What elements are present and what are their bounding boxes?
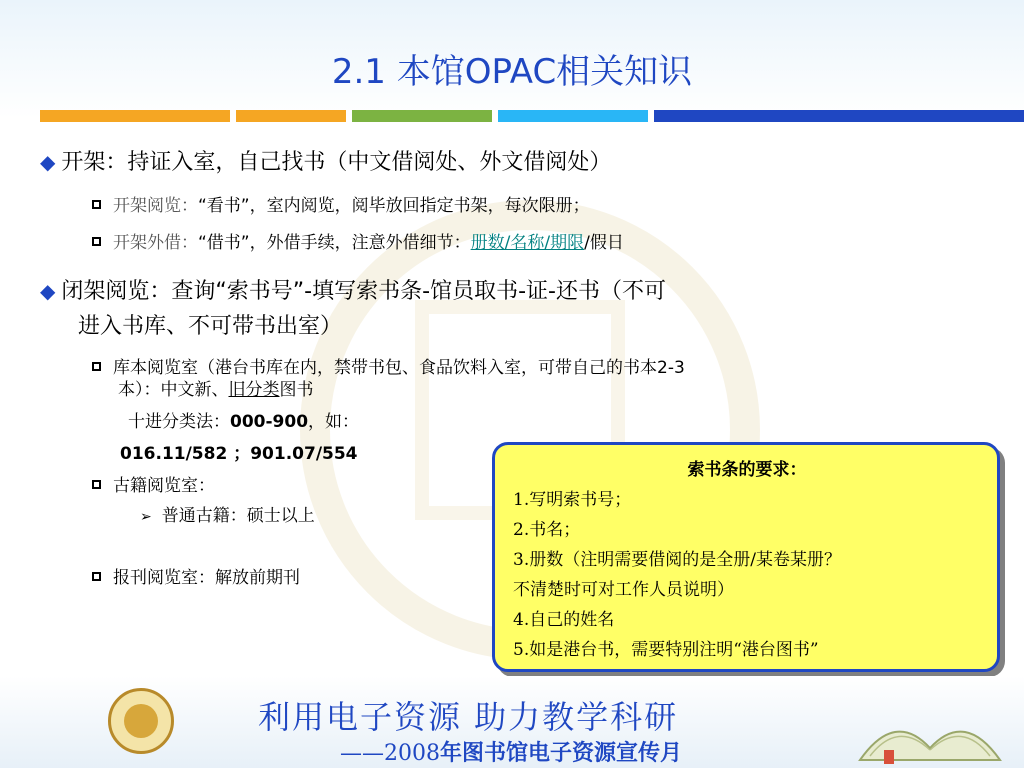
borrow-detail-link[interactable]: 册数/名称/期限: [470, 233, 585, 253]
sub-open-borrow: [92, 231, 624, 255]
sub-open-reading: [92, 194, 590, 218]
open-borrow-tail: /假日: [584, 233, 624, 253]
footer-year: ——2008: [340, 741, 440, 766]
closed-stack-line2: 进入书库、不可带书出室）: [78, 314, 343, 339]
open-reading-label: 开架阅览：: [113, 196, 198, 216]
footer-campaign-text: 年图书馆电子资源宣传月: [440, 741, 683, 766]
color-bar-3: [352, 110, 492, 122]
old-classification-link[interactable]: 旧分类: [228, 380, 280, 400]
stack-room-line2b: 图书: [279, 380, 314, 400]
bullet-closed-stack: [40, 274, 666, 309]
bullet-open-shelf: [40, 145, 611, 180]
call-slip-requirements-callout: [492, 442, 1000, 672]
color-bar-2: [236, 110, 346, 122]
callout-line: 5.如是港台书，需要特别注明“港台图书”: [513, 640, 819, 660]
arrow-bullet-icon: ➢: [140, 509, 152, 525]
color-bar-5: [654, 110, 1024, 122]
open-book-icon: [850, 690, 1010, 768]
call-number-examples: 016.11/582 ；901.07/554: [120, 444, 358, 464]
open-reading-text: “看书”，室内阅览，阅毕放回指定书架，每次限册；: [198, 196, 590, 216]
square-bullet-icon: [92, 200, 101, 209]
slide-title: 2.1 本馆OPAC相关知识: [331, 52, 693, 92]
stack-room-line2: [118, 378, 314, 402]
square-bullet-icon: [92, 237, 101, 246]
color-bar-1: [40, 110, 230, 122]
sub-ancient-general: [140, 504, 315, 529]
callout-heading: 索书条的要求：: [687, 460, 807, 480]
decimal-label: 十进分类法：: [128, 412, 230, 432]
open-borrow-text: “借书”，外借手续，注意外借细节：: [198, 233, 471, 253]
library-logo-emblem: [124, 704, 158, 738]
diamond-bullet-icon: ◆: [40, 279, 56, 303]
stack-room-line2a: 本）：中文新、: [118, 380, 229, 400]
sub-stack-room: [92, 356, 685, 380]
callout-line: 4.自己的姓名: [513, 610, 615, 630]
diamond-bullet-icon: ◆: [40, 150, 56, 174]
closed-stack-line1: 闭架阅览：查询“索书号”-填写索书条-馆员取书-证-还书（不可: [61, 279, 666, 304]
stack-room-line1: 库本阅览室（港台书库在内，禁带书包、食品饮料入室，可带自己的书本2-3: [113, 358, 685, 378]
callout-line: 不清楚时可对工作人员说明）: [513, 580, 734, 600]
open-shelf-text: 开架：持证入室，自己找书（中文借阅处、外文借阅处）: [61, 150, 612, 175]
open-borrow-label: 开架外借：: [113, 233, 198, 253]
callout-line: 2.书名；: [513, 520, 581, 540]
sub-periodical-room: [92, 566, 300, 590]
square-bullet-icon: [92, 480, 101, 489]
decimal-classification: [128, 410, 359, 434]
decimal-range: 000-900: [230, 412, 309, 432]
square-bullet-icon: [92, 572, 101, 581]
callout-line: 1.写明索书号；: [513, 490, 632, 510]
decimal-tail: ，如：: [308, 412, 360, 432]
callout-line: 3.册数（注明需要借阅的是全册/某卷某册？: [513, 550, 841, 570]
ancient-room-text: 古籍阅览室：: [113, 476, 215, 496]
footer-campaign: [340, 736, 682, 767]
square-bullet-icon: [92, 362, 101, 371]
footer-slogan: 利用电子资源 助力教学科研: [258, 698, 679, 736]
ancient-general-text: 普通古籍：硕士以上: [161, 506, 315, 526]
color-bar-strip: [40, 110, 1024, 122]
color-bar-4: [498, 110, 648, 122]
sub-ancient-room: [92, 474, 215, 498]
periodical-room-text: 报刊阅览室：解放前期刊: [113, 568, 300, 588]
